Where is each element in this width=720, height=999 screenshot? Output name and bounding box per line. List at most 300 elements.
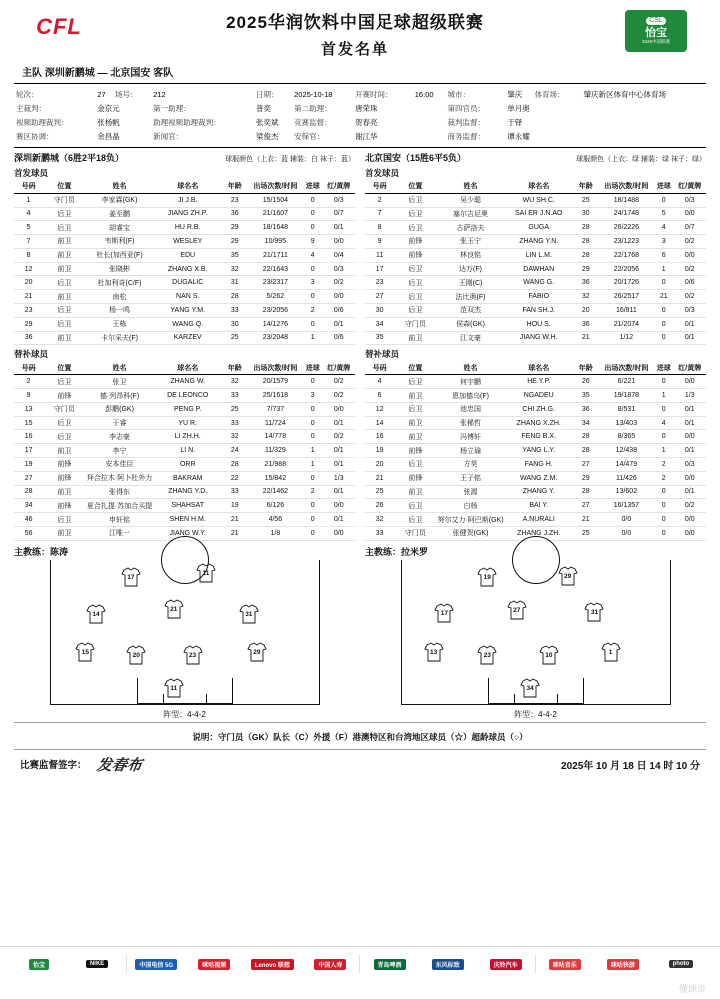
- table-cell: 11/329: [248, 444, 303, 458]
- table-cell: 19: [365, 444, 394, 458]
- table-row[interactable]: [365, 207, 706, 221]
- pitch-shirt: 23: [476, 645, 498, 665]
- table-cell: 34: [14, 499, 43, 513]
- table-cell: 1/8: [248, 526, 303, 540]
- sponsor-item: [360, 959, 418, 970]
- table-cell: 1/3: [322, 471, 355, 485]
- match-info-row: [14, 115, 706, 129]
- table-cell: FAN SH.J.: [505, 304, 573, 318]
- table-cell: 0/7: [322, 207, 355, 221]
- sponsor-item: [243, 959, 301, 970]
- table-cell: YANG Y.M.: [154, 304, 222, 318]
- table-row[interactable]: [365, 416, 706, 430]
- table-row[interactable]: [14, 513, 355, 527]
- table-row[interactable]: [14, 290, 355, 304]
- table-cell: 张源: [436, 485, 504, 499]
- table-cell: 0/1: [673, 485, 706, 499]
- table-cell: FENG B.X.: [505, 430, 573, 444]
- table-cell: NAN S.: [154, 290, 222, 304]
- table-row[interactable]: [14, 430, 355, 444]
- table-cell: 张晓彬: [85, 262, 153, 276]
- table-cell: 23: [14, 304, 43, 318]
- info-value: 16:00: [414, 89, 434, 99]
- table-row[interactable]: [365, 458, 706, 472]
- table-cell: 0/0: [599, 513, 654, 527]
- table-cell: 后卫: [43, 416, 85, 430]
- table-cell: ZHANG Y.D.: [154, 485, 222, 499]
- sponsor-logo: 青岛啤酒: [374, 959, 406, 970]
- table-row[interactable]: [14, 458, 355, 472]
- table-cell: 27: [573, 458, 599, 472]
- table-cell: 江唯一: [85, 526, 153, 540]
- table-row[interactable]: [14, 402, 355, 416]
- table-cell: 28: [573, 248, 599, 262]
- table-row[interactable]: [365, 290, 706, 304]
- column-header: 红/黄牌: [673, 180, 706, 194]
- table-cell: 0: [303, 499, 322, 513]
- table-cell: 13: [14, 402, 43, 416]
- table-row[interactable]: [14, 248, 355, 262]
- table-cell: 0/3: [322, 262, 355, 276]
- table-cell: 26/2517: [599, 290, 654, 304]
- table-row[interactable]: [14, 276, 355, 290]
- table-cell: 0: [303, 262, 322, 276]
- table-cell: 5/262: [248, 290, 303, 304]
- table-cell: KARZEV: [154, 331, 222, 345]
- table-cell: 22/1643: [248, 262, 303, 276]
- table-cell: 34: [573, 416, 599, 430]
- table-cell: 范双杰: [436, 304, 504, 318]
- table-cell: 后卫: [394, 276, 436, 290]
- table-row[interactable]: [14, 389, 355, 403]
- table-cell: WESLEY: [154, 235, 222, 249]
- table-cell: 16/911: [599, 304, 654, 318]
- table-cell: 0/0: [322, 290, 355, 304]
- table-row[interactable]: [14, 207, 355, 221]
- table-cell: 35: [573, 389, 599, 403]
- table-cell: 11/724: [248, 416, 303, 430]
- table-cell: 13/602: [599, 485, 654, 499]
- home-coach: 主教练：陈涛: [14, 546, 69, 557]
- table-cell: 7: [365, 207, 394, 221]
- match-info-row: [14, 87, 706, 101]
- table-cell: 2: [14, 375, 43, 389]
- table-cell: 前锋: [394, 248, 436, 262]
- table-cell: BAKRAM: [154, 471, 222, 485]
- cfl-logo-text: CFL: [36, 14, 82, 39]
- info-key: 轮次：: [16, 89, 39, 99]
- signature-datetime: 2025年 10 月 18 日 14 时 10 分: [561, 760, 700, 772]
- table-cell: 卡尔采夫(F): [85, 331, 153, 345]
- table-cell: 守门员: [394, 526, 436, 540]
- table-cell: 0/1: [322, 444, 355, 458]
- table-cell: 4: [365, 375, 394, 389]
- table-cell: YU R.: [154, 416, 222, 430]
- table-cell: 19: [222, 499, 248, 513]
- info-key: 第二助理：: [294, 103, 332, 113]
- sponsor-item: [477, 959, 535, 970]
- table-cell: 努尔艾力·阿巴斯(GK): [436, 513, 504, 527]
- info-key: 第一助理：: [153, 103, 191, 113]
- table-cell: 0/4: [322, 248, 355, 262]
- table-row[interactable]: [365, 193, 706, 207]
- table-cell: 安本佳臣: [85, 458, 153, 472]
- table-row[interactable]: [365, 304, 706, 318]
- table-row[interactable]: [14, 304, 355, 318]
- table-cell: YANG L.Y.: [505, 444, 573, 458]
- table-cell: 0/6: [673, 276, 706, 290]
- table-cell: 李宁: [85, 444, 153, 458]
- away-subs-label: 替补球员: [365, 349, 400, 360]
- pitch-shirt: 20: [125, 645, 147, 665]
- home-team-column: [14, 151, 355, 720]
- column-header: 进球: [654, 180, 673, 194]
- table-cell: 前卫: [43, 235, 85, 249]
- table-cell: 0/0: [673, 526, 706, 540]
- column-header: 红/黄牌: [322, 361, 355, 375]
- table-row[interactable]: [365, 471, 706, 485]
- table-cell: 方昊: [436, 458, 504, 472]
- table-cell: 35: [222, 248, 248, 262]
- table-cell: 王栋: [85, 317, 153, 331]
- table-cell: 3: [654, 235, 673, 249]
- table-cell: 22: [222, 471, 248, 485]
- column-header: 出场次数/时间: [248, 180, 303, 194]
- table-cell: 21: [573, 331, 599, 345]
- table-cell: 守门员: [43, 193, 85, 207]
- table-cell: 0/0: [673, 248, 706, 262]
- table-row[interactable]: [365, 485, 706, 499]
- column-header: 号码: [14, 361, 43, 375]
- column-header: 年龄: [573, 361, 599, 375]
- table-cell: 23: [222, 193, 248, 207]
- table-cell: JI J.B.: [154, 193, 222, 207]
- table-cell: 拜合拉木·阿卜杜外力: [85, 471, 153, 485]
- table-row[interactable]: [14, 416, 355, 430]
- table-cell: 0: [303, 402, 322, 416]
- table-cell: 0/3: [322, 193, 355, 207]
- table-cell: 杜加利奇(C/F): [85, 276, 153, 290]
- table-cell: 吴少聪: [436, 193, 504, 207]
- home-team-header: [14, 151, 355, 164]
- table-cell: 21: [365, 471, 394, 485]
- table-cell: 0/0: [322, 499, 355, 513]
- table-cell: 0: [303, 193, 322, 207]
- table-cell: 1: [14, 193, 43, 207]
- table-cell: LIN L.M.: [505, 248, 573, 262]
- table-cell: 1: [654, 389, 673, 403]
- table-row[interactable]: [14, 262, 355, 276]
- table-cell: 33: [222, 416, 248, 430]
- table-cell: 前卫: [43, 248, 85, 262]
- table-cell: 0: [654, 526, 673, 540]
- away-starters-label: 首发球员: [365, 167, 400, 178]
- table-cell: 29: [573, 262, 599, 276]
- divider-info: [14, 147, 706, 148]
- table-cell: 后卫: [394, 375, 436, 389]
- table-cell: 4: [303, 248, 322, 262]
- table-row[interactable]: [365, 317, 706, 331]
- table-row[interactable]: [365, 235, 706, 249]
- table-cell: 25/1618: [248, 389, 303, 403]
- info-value: 张奕斌: [256, 117, 279, 127]
- table-cell: 21/2074: [599, 317, 654, 331]
- table-cell: 前卫: [43, 444, 85, 458]
- table-row[interactable]: [14, 193, 355, 207]
- table-cell: EDU: [154, 248, 222, 262]
- table-row[interactable]: [14, 499, 355, 513]
- table-cell: HE Y.P.: [505, 375, 573, 389]
- info-key: 竞赛监督：: [294, 117, 332, 127]
- table-row[interactable]: [365, 248, 706, 262]
- table-cell: 29: [222, 221, 248, 235]
- table-cell: 14/778: [248, 430, 303, 444]
- table-cell: JIANG W.Y.: [154, 526, 222, 540]
- table-cell: 28: [573, 485, 599, 499]
- pitch-shirt: 29: [246, 642, 268, 662]
- table-cell: 25: [573, 193, 599, 207]
- table-cell: 11/426: [599, 471, 654, 485]
- table-cell: 6: [654, 248, 673, 262]
- table-cell: SHEN H.M.: [154, 513, 222, 527]
- table-cell: 后卫: [394, 207, 436, 221]
- table-cell: 0/2: [673, 235, 706, 249]
- table-row[interactable]: [365, 262, 706, 276]
- table-cell: 23/1223: [599, 235, 654, 249]
- info-key: 开赛时间：: [355, 89, 393, 99]
- sheet-header: [14, 0, 706, 60]
- table-row[interactable]: [365, 331, 706, 345]
- table-cell: 0: [654, 193, 673, 207]
- column-header: 年龄: [222, 361, 248, 375]
- home-formation-label: 阵型：4-4-2: [163, 709, 206, 719]
- home-starters-label: 首发球员: [14, 167, 49, 178]
- table-cell: 4: [654, 221, 673, 235]
- table-cell: 1/12: [599, 331, 654, 345]
- pitch-shirt: 15: [74, 642, 96, 662]
- table-cell: ZHANG X.B.: [154, 262, 222, 276]
- table-cell: 27: [14, 471, 43, 485]
- info-value: 27: [97, 89, 106, 99]
- table-row[interactable]: [14, 331, 355, 345]
- table-row[interactable]: [365, 499, 706, 513]
- home-kit-colors: 球服颜色（上衣：蓝 辅装：白 袜子：蓝）: [225, 155, 355, 163]
- table-cell: WANG Q.: [154, 317, 222, 331]
- info-key: 视频助理裁判：: [16, 117, 69, 127]
- table-cell: 13/403: [599, 416, 654, 430]
- sponsor-logo: Lenovo 联想: [251, 959, 294, 970]
- table-cell: 0: [654, 304, 673, 318]
- table-cell: ZHANG Y.N.: [505, 235, 573, 249]
- table-cell: 10/995: [248, 235, 303, 249]
- table-row[interactable]: [14, 375, 355, 389]
- table-cell: 后卫: [43, 375, 85, 389]
- column-header: 年龄: [222, 180, 248, 194]
- away-starters-table: [365, 180, 706, 346]
- table-cell: 前锋: [43, 499, 85, 513]
- pitch-shirt: 13: [423, 642, 445, 662]
- home-team-title: 深圳新鹏城（6胜2平18负）: [14, 152, 125, 163]
- table-row[interactable]: [14, 317, 355, 331]
- table-cell: CHI ZH.G.: [505, 402, 573, 416]
- table-cell: HOU S.: [505, 317, 573, 331]
- table-row[interactable]: [14, 221, 355, 235]
- table-cell: BAI Y.: [505, 499, 573, 513]
- table-cell: 22/1462: [248, 485, 303, 499]
- table-cell: 0/2: [322, 375, 355, 389]
- pitch-shirt: 23: [182, 645, 204, 665]
- table-cell: 白杨: [436, 499, 504, 513]
- table-cell: 34: [365, 317, 394, 331]
- info-value: 2025-10-18: [294, 89, 333, 99]
- teams-container: [14, 151, 706, 720]
- sponsor-logo: 中国电信 5G: [135, 959, 177, 970]
- table-cell: 1: [303, 331, 322, 345]
- column-header: 姓名: [436, 180, 504, 194]
- table-row[interactable]: [14, 485, 355, 499]
- table-cell: 0: [303, 375, 322, 389]
- table-row[interactable]: [14, 471, 355, 485]
- table-cell: 21/988: [248, 458, 303, 472]
- home-formation-pitch: [50, 560, 320, 705]
- column-header: 姓名: [85, 180, 153, 194]
- pitch-shirt: 27: [506, 600, 528, 620]
- table-cell: 4: [14, 207, 43, 221]
- table-cell: 0: [654, 375, 673, 389]
- table-cell: 12: [365, 402, 394, 416]
- table-cell: 后卫: [43, 207, 85, 221]
- info-value: 单月奥: [507, 103, 530, 113]
- table-cell: 守门员: [43, 402, 85, 416]
- pitch-center-circle: [512, 536, 560, 584]
- column-header: 位置: [394, 361, 436, 375]
- info-value: 肇庆: [507, 89, 523, 99]
- table-cell: 1: [303, 444, 322, 458]
- table-cell: 达万(F): [436, 262, 504, 276]
- column-header: 位置: [394, 180, 436, 194]
- table-cell: 张玉宁: [436, 235, 504, 249]
- sponsor-footer: [0, 955, 720, 973]
- table-cell: 25: [573, 526, 599, 540]
- table-cell: 0/3: [673, 458, 706, 472]
- table-cell: 36: [573, 276, 599, 290]
- pitch-shirt: 11: [163, 678, 185, 698]
- table-cell: 21: [654, 290, 673, 304]
- sponsor-badge-top: CSL: [646, 17, 666, 25]
- column-header: 球名名: [154, 361, 222, 375]
- table-row[interactable]: [365, 276, 706, 290]
- table-cell: 33: [222, 304, 248, 318]
- table-cell: 24: [222, 444, 248, 458]
- table-cell: 28: [573, 444, 599, 458]
- table-cell: 彭鹏(GK): [85, 402, 153, 416]
- table-cell: 22/1768: [599, 248, 654, 262]
- table-cell: 32: [573, 290, 599, 304]
- table-cell: 20: [365, 458, 394, 472]
- info-value: 于铎: [507, 117, 523, 127]
- table-cell: 林良铭: [436, 248, 504, 262]
- table-cell: 19/1878: [599, 389, 654, 403]
- pitch-shirt: 10: [538, 645, 560, 665]
- table-row[interactable]: [365, 444, 706, 458]
- table-row[interactable]: [14, 444, 355, 458]
- table-cell: 32: [222, 375, 248, 389]
- sponsor-badge-name: 怡宝: [645, 26, 667, 39]
- table-cell: 2: [654, 471, 673, 485]
- info-value: 谭永耀: [507, 132, 530, 142]
- table-row[interactable]: [365, 513, 706, 527]
- table-cell: 前锋: [43, 389, 85, 403]
- table-cell: 前卫: [394, 389, 436, 403]
- info-value: 肇庆新区体育中心体育场: [583, 89, 666, 99]
- table-row[interactable]: [365, 221, 706, 235]
- divider-legend-top: [14, 722, 706, 723]
- pitch-shirt: 21: [163, 599, 185, 619]
- table-cell: 张卫: [85, 375, 153, 389]
- info-key: 体育场：: [534, 89, 565, 99]
- table-cell: 9: [365, 235, 394, 249]
- table-cell: 前锋: [43, 458, 85, 472]
- table-cell: 王刚(C): [436, 276, 504, 290]
- table-cell: 16: [14, 430, 43, 444]
- title-block: [104, 8, 606, 59]
- info-key: 赛区协调：: [16, 132, 54, 142]
- table-cell: 冯博轩: [436, 430, 504, 444]
- sponsor-item: [419, 959, 477, 970]
- table-cell: 0/1: [322, 513, 355, 527]
- table-cell: 守门员: [394, 317, 436, 331]
- match-teams-line: 主队 深圳新鹏城 — 北京国安 客队: [22, 68, 174, 79]
- table-cell: 王子铭: [436, 471, 504, 485]
- table-cell: 0/0: [322, 235, 355, 249]
- table-cell: JIANG ZH.P.: [154, 207, 222, 221]
- table-cell: 后卫: [394, 513, 436, 527]
- table-cell: 0/7: [673, 221, 706, 235]
- table-cell: 1: [654, 262, 673, 276]
- table-cell: 1: [654, 444, 673, 458]
- page-title: 2025华润饮料中国足球超级联赛: [226, 13, 484, 32]
- sponsor-item: [127, 959, 185, 970]
- sponsor-logo: 中国人寿: [314, 959, 346, 970]
- table-cell: 申轩铭: [85, 513, 153, 527]
- signature-row: [20, 754, 700, 775]
- table-cell: 28: [222, 290, 248, 304]
- table-cell: ORR: [154, 458, 222, 472]
- table-cell: LI N.: [154, 444, 222, 458]
- table-cell: 21: [222, 526, 248, 540]
- legend-note: 说明：守门员（GK）队长（C）外援（F）港澳特区和台湾地区球员（☆）超龄球员（○）: [192, 731, 528, 742]
- table-row[interactable]: [365, 375, 706, 389]
- table-cell: 4: [654, 416, 673, 430]
- column-header: 红/黄牌: [322, 180, 355, 194]
- table-cell: 0: [303, 430, 322, 444]
- sponsor-logo: 怡宝: [29, 959, 49, 970]
- column-header: 球名名: [505, 180, 573, 194]
- table-row[interactable]: [365, 402, 706, 416]
- table-cell: PENG P.: [154, 402, 222, 416]
- sponsor-badge: [625, 10, 687, 52]
- table-row[interactable]: [365, 430, 706, 444]
- table-row[interactable]: [365, 389, 706, 403]
- table-row[interactable]: [14, 235, 355, 249]
- table-cell: 7: [14, 235, 43, 249]
- table-cell: 1: [303, 458, 322, 472]
- table-cell: 28: [573, 235, 599, 249]
- table-cell: 25: [222, 331, 248, 345]
- table-cell: 30: [222, 317, 248, 331]
- table-cell: DUGALIC: [154, 276, 222, 290]
- table-cell: 后卫: [394, 304, 436, 318]
